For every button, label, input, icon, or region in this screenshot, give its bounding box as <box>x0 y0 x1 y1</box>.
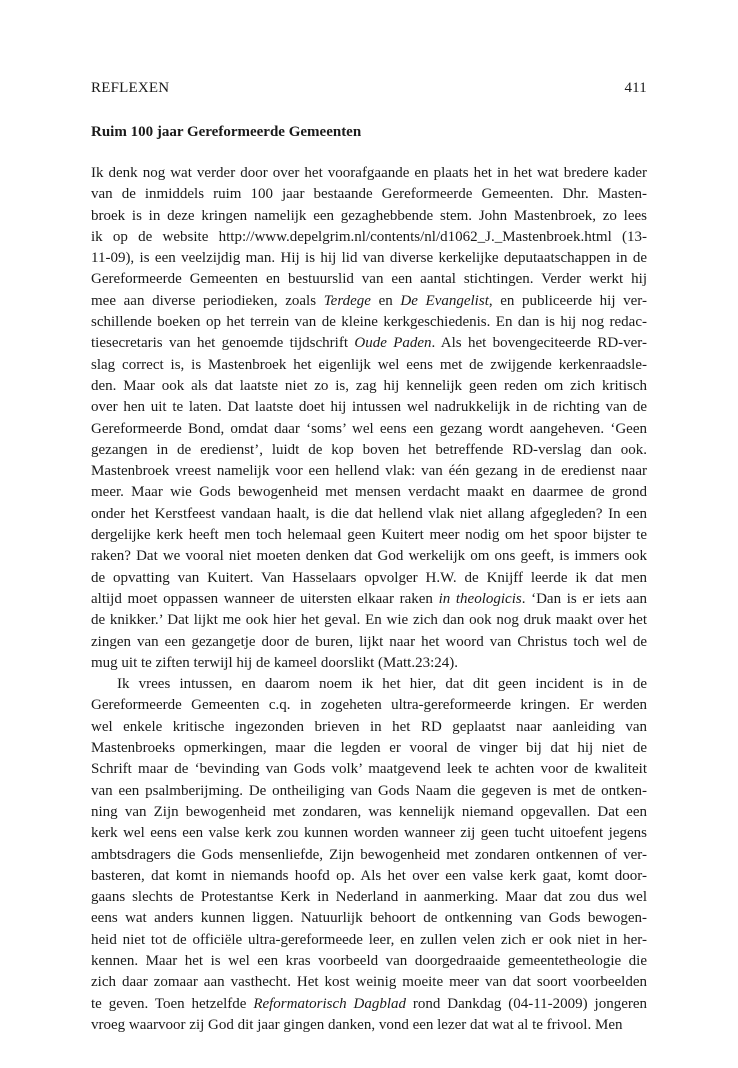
text-line: ik op de website http://www.depelgrim.nl/contents/nl/d1062_J._Mastenbroek.html (13- <box>91 228 647 245</box>
text-line: over hen uit te laten. Dat laatste doet hij intussen wel nadrukkelijk in de richting van de <box>91 399 647 416</box>
text-line: kennen. Maar het is wel een kras voorbeeld van doorgedraaide gemeentetheologie die <box>91 952 647 969</box>
text-line: broek is in deze kringen namelijk een gezaghebbende stem. John Mastenbroek, zo lees <box>91 207 647 224</box>
text-line: basteren, dat komt in niemands hoofd op. Als het over een valse kerk gaat, komt door- <box>91 867 647 884</box>
text-line: gezangen in de eredienst’, luidt de kop boven het betreffende RD-verslag dan ook. <box>91 441 647 458</box>
text-line: Gereformeerde Bond, omdat daar ‘soms’ wel eens een gezang wordt aangeheven. ‘Geen <box>91 420 647 437</box>
text-line: Gereformeerde Gemeenten en bestuurslid van een aantal stichtingen. Verder werkt hij <box>91 271 647 288</box>
text-line: Schrift maar de ‘bevinding van Gods volk’ maatgevend leek te achten voor de kwaliteit <box>91 761 647 778</box>
text-line: mee aan diverse periodieken, zoals Terdege en De Evangelist, en publiceerde hij ver- <box>91 292 647 309</box>
text-line: onder het Kerstfeest vandaan haalt, is die dat hellend vlak niet allang afgegleden? In een <box>91 505 647 522</box>
running-head <box>91 78 647 98</box>
text-line: van een psalmberijming. De ontheiliging van Gods Naam die gegeven is met de ontken- <box>91 782 647 799</box>
text-line: altijd moet oppassen wanneer de uitersten elkaar raken in theologicis. ‘Dan is er iets aan <box>91 590 647 607</box>
text-line: tiesecretaris van het genoemde tijdschrift Oude Paden. Als het bovengeciteerde RD-ver- <box>91 335 647 352</box>
text-line: zich daar zomaar aan vasthecht. Het kost weinig moeite meer van dat soort voorbeelden <box>91 974 647 991</box>
text-line: slag correct is, is Mastenbroek het eigenlijk wel eens met de zwijgende kerkenraadsle- <box>91 356 647 373</box>
italic-text: in theologicis <box>438 590 522 607</box>
text-line: Ik denk nog wat verder door over het voorafgaande en plaats het in het wat bredere kader <box>91 165 647 181</box>
text-line: gaans slechts de Protestantse Kerk in Nederland in aanmerking. Maar dat zou dus wel <box>91 889 647 906</box>
text-line: wel enkele kritische ingezonden brieven in het RD geplaatst naar aanleiding van <box>91 718 647 735</box>
text-line: kerk wel eens een valse kerk zou kunnen worden wanneer zij geen tucht uitoefent jegens <box>91 825 647 842</box>
text-line: heid niet tot de officiële ultra-gereformeede leer, en zullen velen zich er ook niet in her- <box>91 931 647 948</box>
text-line: de knikker.’ Dat lijkt me ook hier het geval. En wie zich dan ook nog druk maakt over het <box>91 612 647 629</box>
text-line: raken? Dat we vooral niet moeten denken dat God werkelijk om ons geeft, is immers ook <box>91 548 647 565</box>
page-number: 411 <box>624 80 647 96</box>
paragraph <box>91 163 647 674</box>
text-line: mug uit te ziften terwijl hij de kameel doorslikt (Matt.23:24). <box>91 654 459 671</box>
text-line: vroeg waarvoor zij God dit jaar gingen danken, vond een lezer dat wat al te frivool. Men <box>91 1016 623 1033</box>
italic-text: Reformatorisch Dagblad <box>253 995 407 1012</box>
text-line: Ik vrees intussen, en daarom noem ik het hier, dat dit geen incident is in de <box>117 676 647 693</box>
text-line: schillende boeken op het terrein van de kleine kerkgeschiedenis. En dan is hij nog redac- <box>91 314 647 331</box>
text-line: ambtsdragers die Gods mensenliefde, Zijn bewogenheid met zondaren ontkennen of ver- <box>91 846 647 863</box>
text-line: Mastenbroek vreest namelijk voor een hellend vlak: van één gezang in de eredienst naar <box>91 463 647 480</box>
text-line: zingen van een gezangetje door de buren, lijkt naar het woord van Christus toch wel de <box>91 633 647 650</box>
text-line: dergelijke kerk heeft men toch helemaal geen Kuitert meer nodig om het spoor bijster te <box>91 527 647 544</box>
article-body <box>91 163 647 1036</box>
italic-text: De Evangelist <box>400 292 489 309</box>
section-title: REFLEXEN <box>91 80 170 96</box>
text-line: ning van Zijn bewogenheid met zondaren, was kennelijk niemand opgevallen. Dat een <box>91 803 647 820</box>
italic-text: Oude Paden <box>354 335 432 352</box>
text-line: 11-09), is een veelzijdig man. Hij is hij lid van diverse kerkelijke deputaatschappen in de <box>91 250 647 267</box>
paragraph <box>91 674 647 1036</box>
text-line: Gereformeerde Gemeenten c.q. in zogeheten ultra-gereformeerde kringen. Er werden <box>91 697 647 714</box>
article-title: Ruim 100 jaar Gereformeerde Gemeenten <box>91 124 362 140</box>
text-line: den. Maar ook als dat laatste niet zo is, zag hij kennelijk geen reden om zich kritisch <box>91 377 647 394</box>
text-line: de opvatting van Kuitert. Van Hasselaars opvolger H.W. de Knijff leerde ik dat men <box>91 569 647 586</box>
text-line: Mastenbroeks opmerkingen, maar die legden er vooral de vinger bij dat hij niet de <box>91 740 647 757</box>
text-line: eens wat anders kunnen liggen. Natuurlijk behoort de ontkenning van Gods bewogen- <box>91 910 647 927</box>
text-line: van de inmiddels ruim 100 jaar bestaande Gereformeerde Gemeenten. Dhr. Masten- <box>91 186 647 203</box>
text-line: meer. Maar wie Gods bewogenheid met mensen verdacht maakt en daarmee de grond <box>91 484 647 501</box>
italic-text: Terdege <box>323 292 371 309</box>
text-line: te geven. Toen hetzelfde Reformatorisch Dagblad rond Dankdag (04-11-2009) jongeren <box>91 995 648 1012</box>
